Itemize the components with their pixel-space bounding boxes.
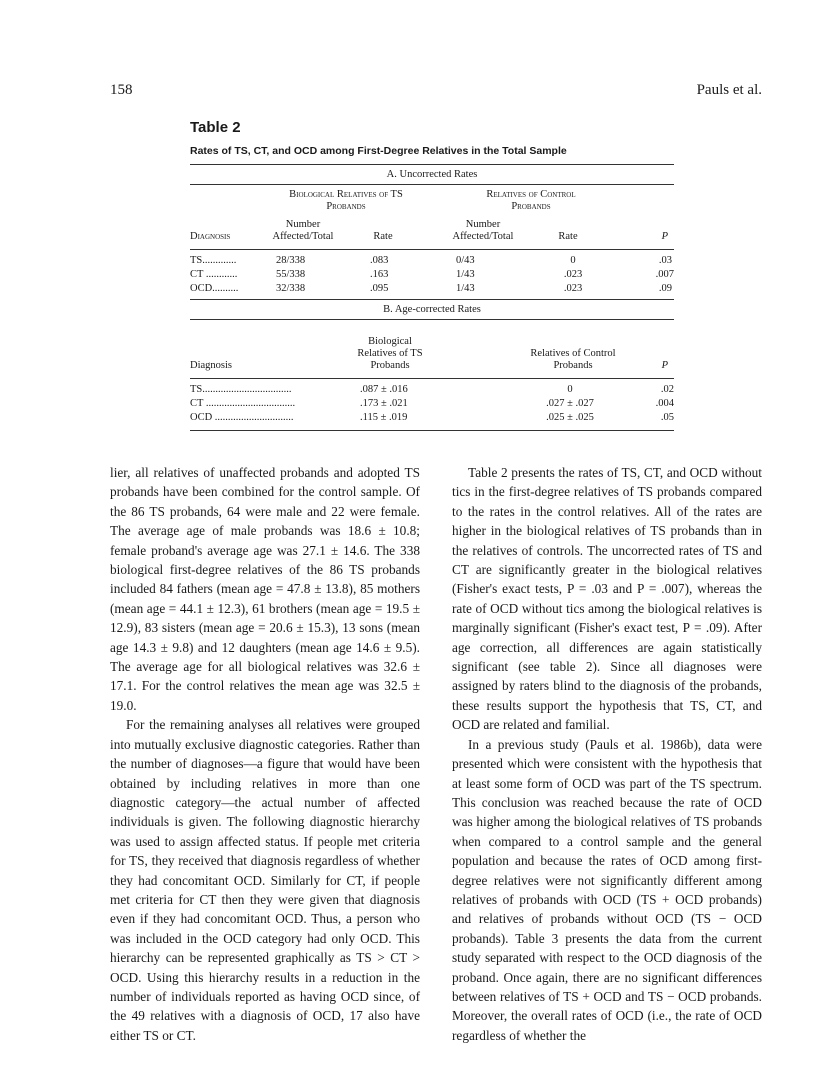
group-header-control: Relatives of Control Probands [486,189,576,212]
col-header-rate: Rate [558,231,578,242]
col-header-diagnosis: Diagnosis [190,231,231,242]
biological-rate-cell: .173 ± .021 [360,398,408,409]
p-cell: .03 [658,255,672,266]
table-bottom-rule [190,430,674,431]
p-cell: .004 [655,398,674,409]
table-caption: Rates of TS, CT, and OCD among First-Degree Relatives in the Total Sample [190,145,567,157]
number-cell: 55/338 [276,269,306,280]
uncorrected-rates-table [190,185,674,295]
page-number: 158 [110,82,133,98]
p-cell: .02 [660,384,674,395]
p-cell: .007 [655,269,674,280]
diagnosis-cell: CT ............ [190,269,238,280]
group-header-biological: Biological Relatives of TS Probands [289,189,403,212]
section-b-title: B. Age-corrected Rates [383,304,481,315]
table-row [190,253,674,267]
paragraph: lier, all relatives of unaffected probands and adopted TS probands have been combined for the control sample. Of the 86 TS probands, 64 were male and 22 were female. The average age of male probands was 18.6 ± 10.8; female proband's average age was 27.1 ± 14.6. The 338 biological first-degree relatives of the 86 TS probands included 84 fathers (mean age = 47.8 ± 13.8), 85 mothers (mean age = 44.1 ± 12.3), 61 brothers (mean age = 19.5 ± 12.9), 83 sisters (mean age = 20.6 ± 15.3), 13 sons (mean age 14.3 ± 9.8) and 12 daughters (mean age 14.6 ± 9.5). The average age for all biological relatives was 32.6 ± 17.1. For the control relatives the mean age was 32.5 ± 19.0. [110,465,420,713]
p-cell: .05 [660,412,674,423]
rate-cell: .163 [370,269,389,280]
rate-cell: .023 [563,269,583,280]
table-row [190,396,674,410]
col-header-diagnosis: Diagnosis [190,360,232,371]
col-header-number-affected: Number Affected/Total [452,219,514,242]
control-rate-cell: .025 ± .025 [546,412,594,423]
paragraph: For the remaining analyses all relatives were grouped into mutually exclusive diagnostic categories. Rather than the number of diagnoses—a figure that would have been obtained by including relatives in more than one diagnostic category—the actual number of affected individuals is given. The following diagnostic hierarchy was used to assign affected status. If people met criteria for TS, they received that diagnosis regardless of whether they had concomitant OCD. Similarly for CT, if people met criteria for CT then they were given that diagnosis even if they had concomitant OCD. Thus, a person who was included in the OCD category had only OCD. This hierarchy can be represented graphically as TS > CT > OCD. Using this hierarchy results in a reduction in the number of individuals reported as having OCD since, of the 49 relatives with a diagnosis of OCD, 17 also have either TS or CT. [110,717,420,1043]
running-author: Pauls et al. [696,82,762,98]
col-header-number-affected: Number Affected/Total [272,219,334,242]
section-a-title: A. Uncorrected Rates [386,169,478,180]
rate-cell: .023 [563,283,583,294]
col-header-p: P [661,360,668,371]
table-label: Table 2 [190,119,241,136]
table-row [190,281,674,295]
biological-rate-cell: .087 ± .016 [360,384,408,395]
number-cell: 1/43 [456,269,475,280]
diagnosis-cell: TS............. [190,255,237,266]
number-cell: 28/338 [276,255,306,266]
control-rate-cell: 0 [567,384,573,395]
col-header-rate: Rate [373,231,393,242]
p-cell: .09 [658,283,672,294]
rate-cell: 0 [570,255,576,266]
number-cell: 1/43 [456,283,475,294]
number-cell: 0/43 [456,255,475,266]
diagnosis-cell: OCD .............................. [190,412,294,423]
col-header-control: Relatives of Control Probands [530,348,616,371]
table-2 [190,164,674,431]
diagnosis-cell: CT .................................. [190,398,296,409]
number-cell: 32/338 [276,283,306,294]
age-corrected-rates-table [190,320,674,424]
table-row [190,382,674,396]
paragraph: Table 2 presents the rates of TS, CT, and OCD without tics in the first-degree relatives of TS probands compared to the rates in the control relatives. All of the rates are higher in the biological relatives of TS probands than in the relatives of controls. The uncorrected rates of TS and CT are significantly greater in the biological relatives (Fisher's exact tests, P = .03 and P = .007), whereas the rate of OCD without tics among the biological relatives is marginally significant (Fisher's exact test, P = .09). After age correction, all differences are again statistically significant (see table 2). Since all diagnoses were assigned by raters blind to the diagnosis of the probands, these results support the hypothesis that TS, CT, and OCD are related and familial. [452,465,762,733]
col-header-p: P [661,231,668,242]
control-rate-cell: .027 ± .027 [546,398,594,409]
biological-rate-cell: .115 ± .019 [360,412,408,423]
rate-cell: .083 [370,255,389,266]
table-row [190,267,674,281]
col-header-biological: Biological Relatives of TS Probands [357,336,423,371]
diagnosis-cell: TS.................................. [190,384,292,395]
header-rule [190,249,674,250]
diagnosis-cell: OCD.......... [190,283,239,294]
left-column [110,463,420,1045]
right-column [452,463,762,1045]
paragraph: In a previous study (Pauls et al. 1986b), data were presented which were consistent with the hypothesis that at least some form of OCD was part of the TS spectrum. This conclusion was reached because the rate of OCD was higher among the biological relatives of TS probands when compared to a control sample and the general population and because the rates of OCD among first-degree relatives were not significantly different among relatives of probands with OCD (TS + OCD probands) and relatives of probands without OCD (TS − OCD probands). Table 3 presents the data from the current study separated with respect to the OCD diagnosis of the proband. Once again, there are no significant differences between relatives of TS + OCD and TS − OCD probands. Moreover, the overall rates of OCD (i.e., the rate of OCD regardless of whether the [452,736,762,1043]
rate-cell: .095 [370,283,389,294]
header-rule [190,378,674,379]
table-row [190,410,674,424]
